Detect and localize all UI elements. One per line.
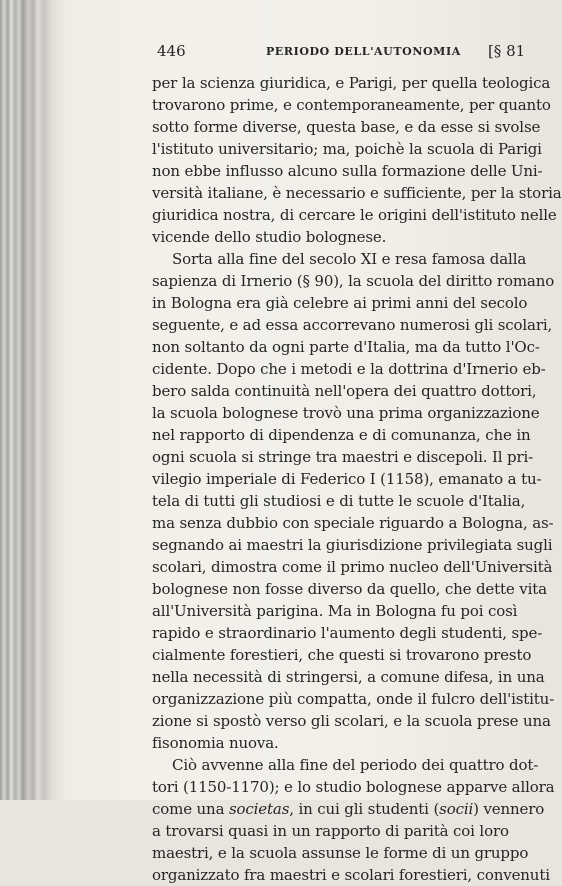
text-line: tela di tutti gli studiosi e di tutte le scuole d'Italia, — [152, 492, 526, 510]
text-line: non ebbe influsso alcuno sulla formazione delle Uni- — [152, 162, 543, 180]
text-line: ogni scuola si stringe tra maestri e discepoli. Il pri- — [152, 448, 534, 466]
text-line: in Bologna era già celebre ai primi anni del secolo — [152, 294, 528, 312]
text-line: ma senza dubbio con speciale riguardo a Bologna, as- — [152, 514, 554, 532]
text-line: non soltanto da ogni parte d'Italia, ma da tutto l'Oc- — [152, 338, 540, 356]
text-line: l'istituto universitario; ma, poichè la scuola di Parigi — [152, 140, 542, 158]
paragraph-start-line: Ciò avvenne alla fine del periodo dei quattro dot- — [172, 756, 539, 774]
paragraph-start-line: Sorta alla fine del secolo XI e resa famosa dalla — [172, 250, 527, 268]
text-line: giuridica nostra, di cercare le origini dell'istituto nelle — [152, 206, 557, 224]
text-line: all'Università parigina. Ma in Bologna fu poi così — [152, 602, 518, 620]
text-line: zione si spostò verso gli scolari, e la scuola prese una — [152, 712, 551, 730]
text-line: seguente, e ad essa accorrevano numerosi gli scolari, — [152, 316, 553, 334]
text-line: tori (1150-1170); e lo studio bolognese apparve allora — [152, 778, 555, 796]
running-title: PERIODO DELL'AUTONOMIA — [266, 45, 461, 58]
text-line: nella necessità di stringersi, a comune difesa, in una — [152, 668, 545, 686]
text-line: trovarono prime, e contemporaneamente, per quanto — [152, 96, 551, 114]
text-line: bolognese non fosse diverso da quello, che dette vita — [152, 580, 547, 598]
text-line: sotto forme diverse, questa base, e da esse si svolse — [152, 118, 541, 136]
text-line: per la scienza giuridica, e Parigi, per quella teologica — [152, 74, 551, 92]
text-line: nel rapporto di dipendenza e di comunanza, che in — [152, 426, 531, 444]
text-line: cialmente forestieri, che questi si trovarono presto — [152, 646, 532, 664]
book-binding-edge — [0, 0, 64, 800]
text-line: cidente. Dopo che i metodi e la dottrina d'Irnerio eb- — [152, 360, 546, 378]
body-text — [152, 72, 562, 884]
page-number: 446 — [157, 42, 186, 60]
text-line: rapido e straordinario l'aumento degli studenti, spe- — [152, 624, 543, 642]
text-line: fisonomia nuova. — [152, 734, 279, 752]
text-line: a trovarsi quasi in un rapporto di parità coi loro — [152, 822, 509, 840]
text-line: vilegio imperiale di Federico I (1158), emanato a tu- — [152, 470, 542, 488]
text-line: bero salda continuità nell'opera dei quattro dottori, — [152, 382, 537, 400]
text-line: scolari, dimostra come il primo nucleo dell'Università — [152, 558, 553, 576]
text-line: organizzato fra maestri e scolari forestieri, convenuti — [152, 866, 550, 884]
text-line: segnando ai maestri la giurisdizione privilegiata sugli — [152, 536, 553, 554]
page-header — [152, 42, 530, 62]
text-line: organizzazione più compatta, onde il fulcro dell'istitu- — [152, 690, 555, 708]
text-line: come una societas, in cui gli studenti (socii) vennero — [152, 800, 545, 818]
text-line: maestri, e la scuola assunse le forme di un gruppo — [152, 844, 529, 862]
text-line: vicende dello studio bolognese. — [152, 228, 387, 246]
text-line: versità italiane, è necessario e sufficiente, per la storia — [152, 184, 562, 202]
section-reference: [§ 81 — [488, 42, 526, 60]
text-line: sapienza di Irnerio (§ 90), la scuola del diritto romano — [152, 272, 555, 290]
text-line: la scuola bolognese trovò una prima organizzazione — [152, 404, 540, 422]
